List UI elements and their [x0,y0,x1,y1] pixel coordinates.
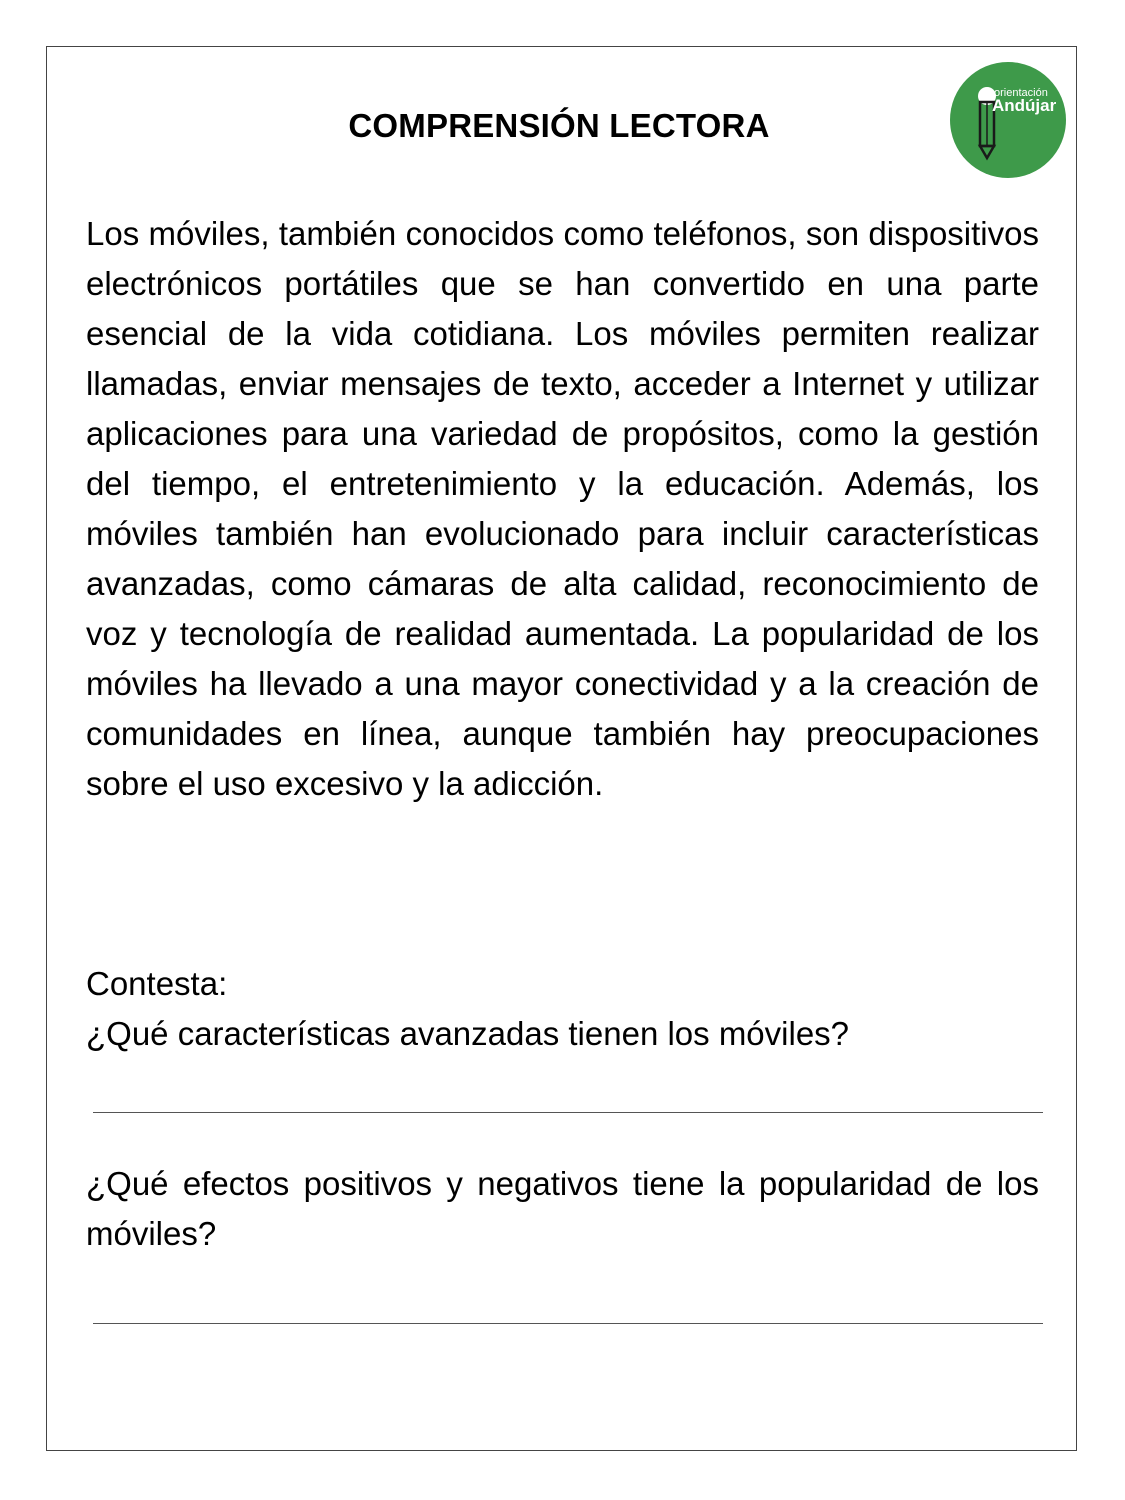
svg-text:orientación: orientación [994,87,1048,99]
answer-line-2[interactable] [93,1323,1043,1324]
question-1: ¿Qué características avanzadas tienen los móviles? [86,1015,850,1052]
question-2: ¿Qué efectos positivos y negativos tiene la popularidad de los móviles? [86,1165,1039,1252]
contesta-label: Contesta: [86,965,228,1002]
reading-passage: Los móviles, también conocidos como teléfonos, son dispositivos electrónicos portátiles que se han convertido en una parte esencial de la vida cotidiana. Los móviles permiten realizar llamadas, enviar mensajes de texto, acceder a Internet y utilizar aplicaciones para una variedad de propósitos, como la gestión del tiempo, el entretenimiento y la educación. Además, los móviles también han evolucionado para incluir características avanzadas, como cámaras de alta calidad, reconocimiento de voz y tecnología de realidad aumentada. La popularidad de los móviles ha llevado a una mayor conectividad y a la creación de comunidades en línea, aunque también hay preocupaciones sobre el uso excesivo y la adicción. [86,215,1039,802]
page-title: COMPRENSIÓN LECTORA [348,107,770,144]
answer-line-1[interactable] [93,1112,1043,1113]
svg-text:Andújar: Andújar [992,96,1057,115]
